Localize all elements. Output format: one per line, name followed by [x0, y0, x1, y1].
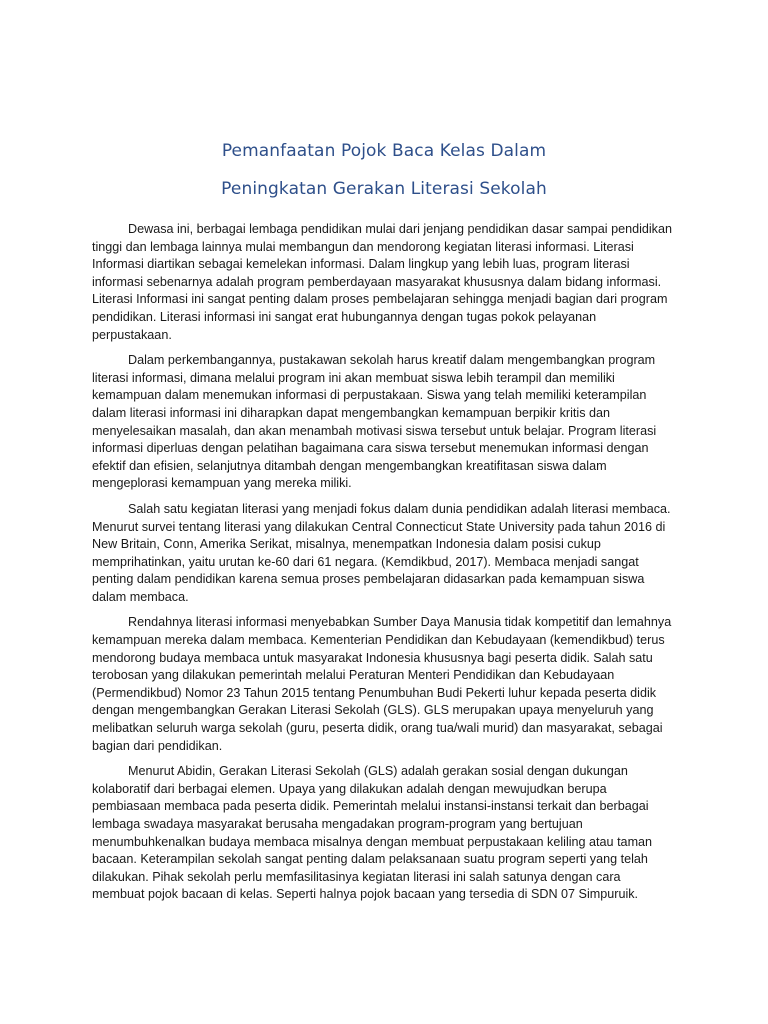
paragraph-4: Rendahnya literasi informasi menyebabkan Sumber Daya Manusia tidak kompetitif dan lemahnya kemampuan mereka dalam membaca. Kementerian Pendidikan dan Kebudayaan (kemendikbud) terus mendorong budaya membaca untuk masyarakat Indonesia khususnya bagi peserta didik. Salah satu terobosan yang dilakukan pemerintah melalui Peraturan Menteri Pendidikan dan Kebudayaan (Permendikbud) Nomor 23 Tahun 2015 tentang Penumbuhan Budi Pekerti luhur kepada peserta didik dengan mengembangkan Gerakan Literasi Sekolah (GLS). GLS merupakan upaya menyeluruh yang melibatkan seluruh warga sekolah (guru, peserta didik, orang tua/wali murid) dan masyarakat, sebagai bagian dari pendidikan. [92, 615, 672, 753]
paragraph-1: Dewasa ini, berbagai lembaga pendidikan mulai dari jenjang pendidikan dasar sampai pendidikan tinggi dan lembaga lainnya mulai membangun dan mendorong kegiatan literasi informasi. Literasi Informasi diartikan sebagai kemelekan informasi. Dalam lingkup yang lebih luas, program literasi informasi sebenarnya adalah program pemberdayaan masyarakat khususnya dalam bidang informasi. Literasi Informasi ini sangat penting dalam proses pembelajaran sehingga menjadi bagian dari program pendidikan. Literasi informasi ini sangat erat hubungannya dengan tugas pokok pelayanan perpustakaan. [92, 222, 672, 342]
paragraph-5: Menurut Abidin, Gerakan Literasi Sekolah (GLS) adalah gerakan sosial dengan dukungan kolaboratif dari berbagai elemen. Upaya yang dilakukan adalah dengan mewujudkan berupa pembiasaan membaca pada peserta didik. Pemerintah melalui instansi-instansi terkait dan berbagai lembaga swadaya masyarakat berusaha mengadakan program-program yang bertujuan menumbuhkenalkan budaya membaca misalnya dengan membuat perpustakaan keliling atau taman bacaan. Keterampilan sekolah sangat penting dalam pelaksanaan suatu program seperti yang telah dilakukan. Pihak sekolah perlu memfasilitasinya kegiatan literasi ini salah satunya dengan cara membuat pojok bacaan di kelas. Seperti halnya pojok bacaan yang tersedia di SDN 07 Simpuruik. [92, 764, 653, 902]
document-title-line-2: Peningkatan Gerakan Literasi Sekolah [221, 179, 547, 199]
document-title-line-1: Pemanfaatan Pojok Baca Kelas Dalam [221, 141, 547, 161]
paragraph-2: Dalam perkembangannya, pustakawan sekolah harus kreatif dalam mengembangkan program literasi informasi, dimana melalui program ini akan membuat siswa lebih terampil dan memiliki kemampuan dalam menemukan informasi di perpustakaan. Siswa yang telah memiliki keterampilan dalam literasi informasi ini diharapkan dapat mengembangkan kemampuan berpikir kritis dan menyelesaikan masalah, dan akan menambah motivasi siswa tersebut untuk belajar. Program literasi informasi diperluas dengan pelatihan bagaimana cara siswa tersebut menemukan informasi dengan efektif dan efisien, selanjutnya ditambah dengan mengembangkan kreatifitasan siswa dalam mengeplorasi kemampuan yang mereka miliki. [92, 353, 657, 491]
document-body [92, 221, 676, 912]
paragraph-3: Salah satu kegiatan literasi yang menjadi fokus dalam dunia pendidikan adalah literasi membaca. Menurut survei tentang literasi yang dilakukan Central Connecticut State University pada tahun 2016 di New Britain, Conn, Amerika Serikat, misalnya, menempatkan Indonesia dalam posisi cukup memprihatinkan, yaitu urutan ke-60 dari 61 negara. (Kemdikbud, 2017). Membaca menjadi sangat penting dalam pendidikan karena semua proses pembelajaran didasarkan pada kemampuan siswa dalam membaca. [92, 501, 671, 604]
